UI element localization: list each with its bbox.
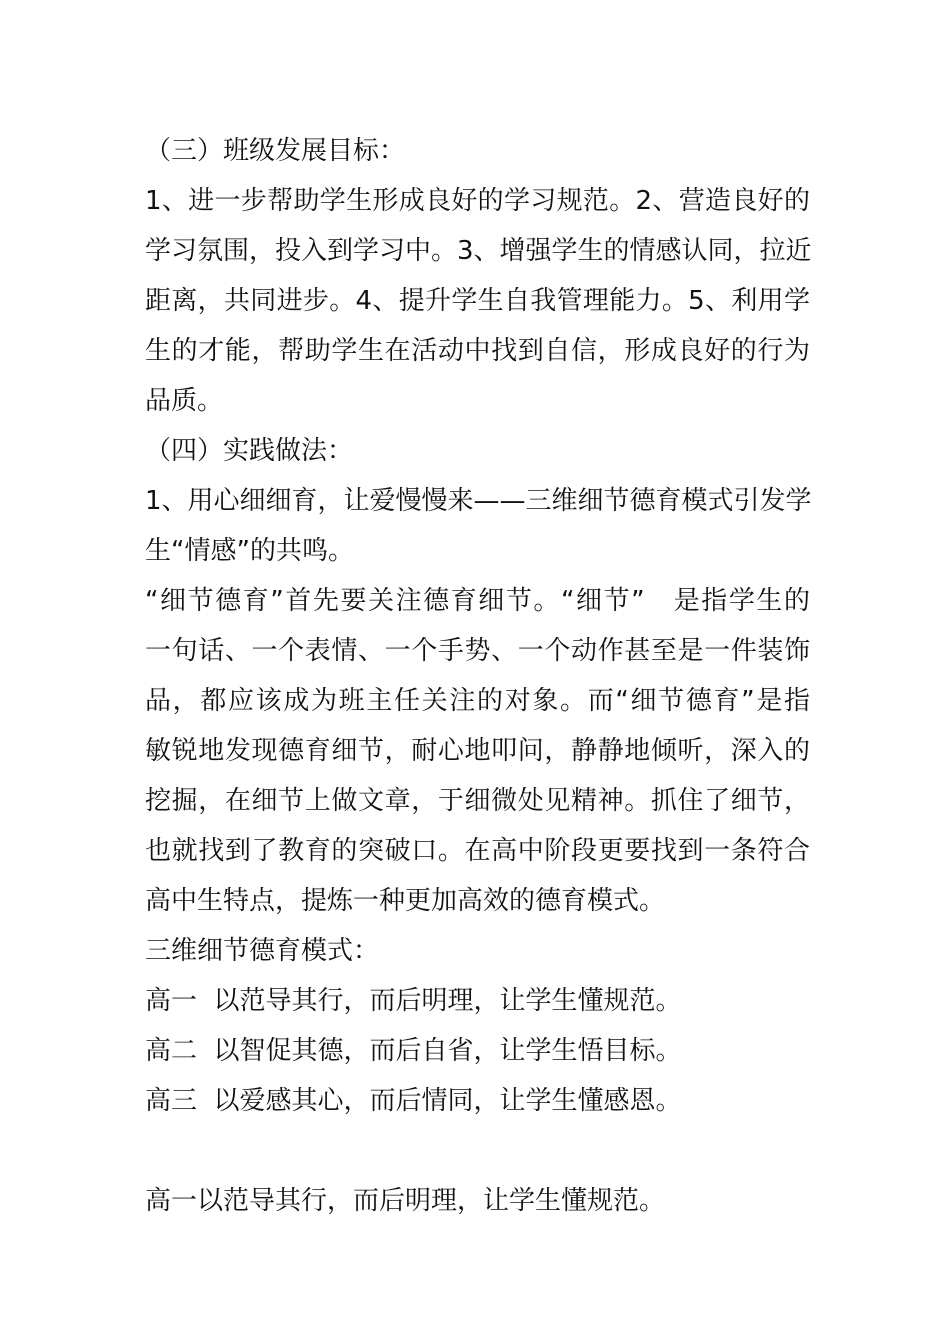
grade-item: 高三 以爱感其心，而后情同，让学生懂感恩。 — [145, 1086, 682, 1116]
grade-item: 高二 以智促其德，而后自省，让学生悟目标。 — [145, 1036, 682, 1066]
paragraph-line: 品质。 — [145, 386, 224, 416]
paragraph-line: 1、用心细细育，让爱慢慢来——三维细节德育模式引发学 — [145, 486, 812, 516]
paragraph-line: 一句话、一个表情、一个手势、一个动作甚至是一件装饰 — [145, 636, 810, 666]
paragraph-line: 距离，共同进步。4、提升学生自我管理能力。5、利用学 — [145, 286, 810, 316]
paragraph-line: 敏锐地发现德育细节，耐心地叩问，静静地倾听，深入的 — [145, 736, 810, 766]
paragraph-line: 生“情感”的共鸣。 — [145, 536, 354, 566]
section-heading-3: （三）班级发展目标： — [145, 136, 406, 166]
paragraph-line: 挖掘，在细节上做文章，于细微处见精神。抓住了细节， — [145, 786, 810, 816]
subheading: 三维细节德育模式： — [145, 936, 380, 966]
paragraph-line: 品，都应该成为班主任关注的对象。而“细节德育”是指 — [145, 686, 810, 716]
paragraph-line: 1、进一步帮助学生形成良好的学习规范。2、营造良好的 — [145, 186, 810, 216]
grade-heading: 高一以范导其行，而后明理，让学生懂规范。 — [145, 1186, 666, 1216]
paragraph-line: “细节德育”首先要关注德育细节。“细节” 是指学生的 — [145, 586, 810, 616]
paragraph-line: 学习氛围，投入到学习中。3、增强学生的情感认同，拉近 — [145, 236, 812, 266]
document-body — [145, 126, 810, 1226]
paragraph-line: 也就找到了教育的突破口。在高中阶段更要找到一条符合 — [145, 836, 810, 866]
paragraph-line: 生的才能，帮助学生在活动中找到自信，形成良好的行为 — [145, 336, 810, 366]
blank-line — [145, 1126, 810, 1176]
section-heading-4: （四）实践做法： — [145, 436, 354, 466]
paragraph-line: 高中生特点，提炼一种更加高效的德育模式。 — [145, 886, 666, 916]
grade-item: 高一 以范导其行，而后明理，让学生懂规范。 — [145, 986, 682, 1016]
